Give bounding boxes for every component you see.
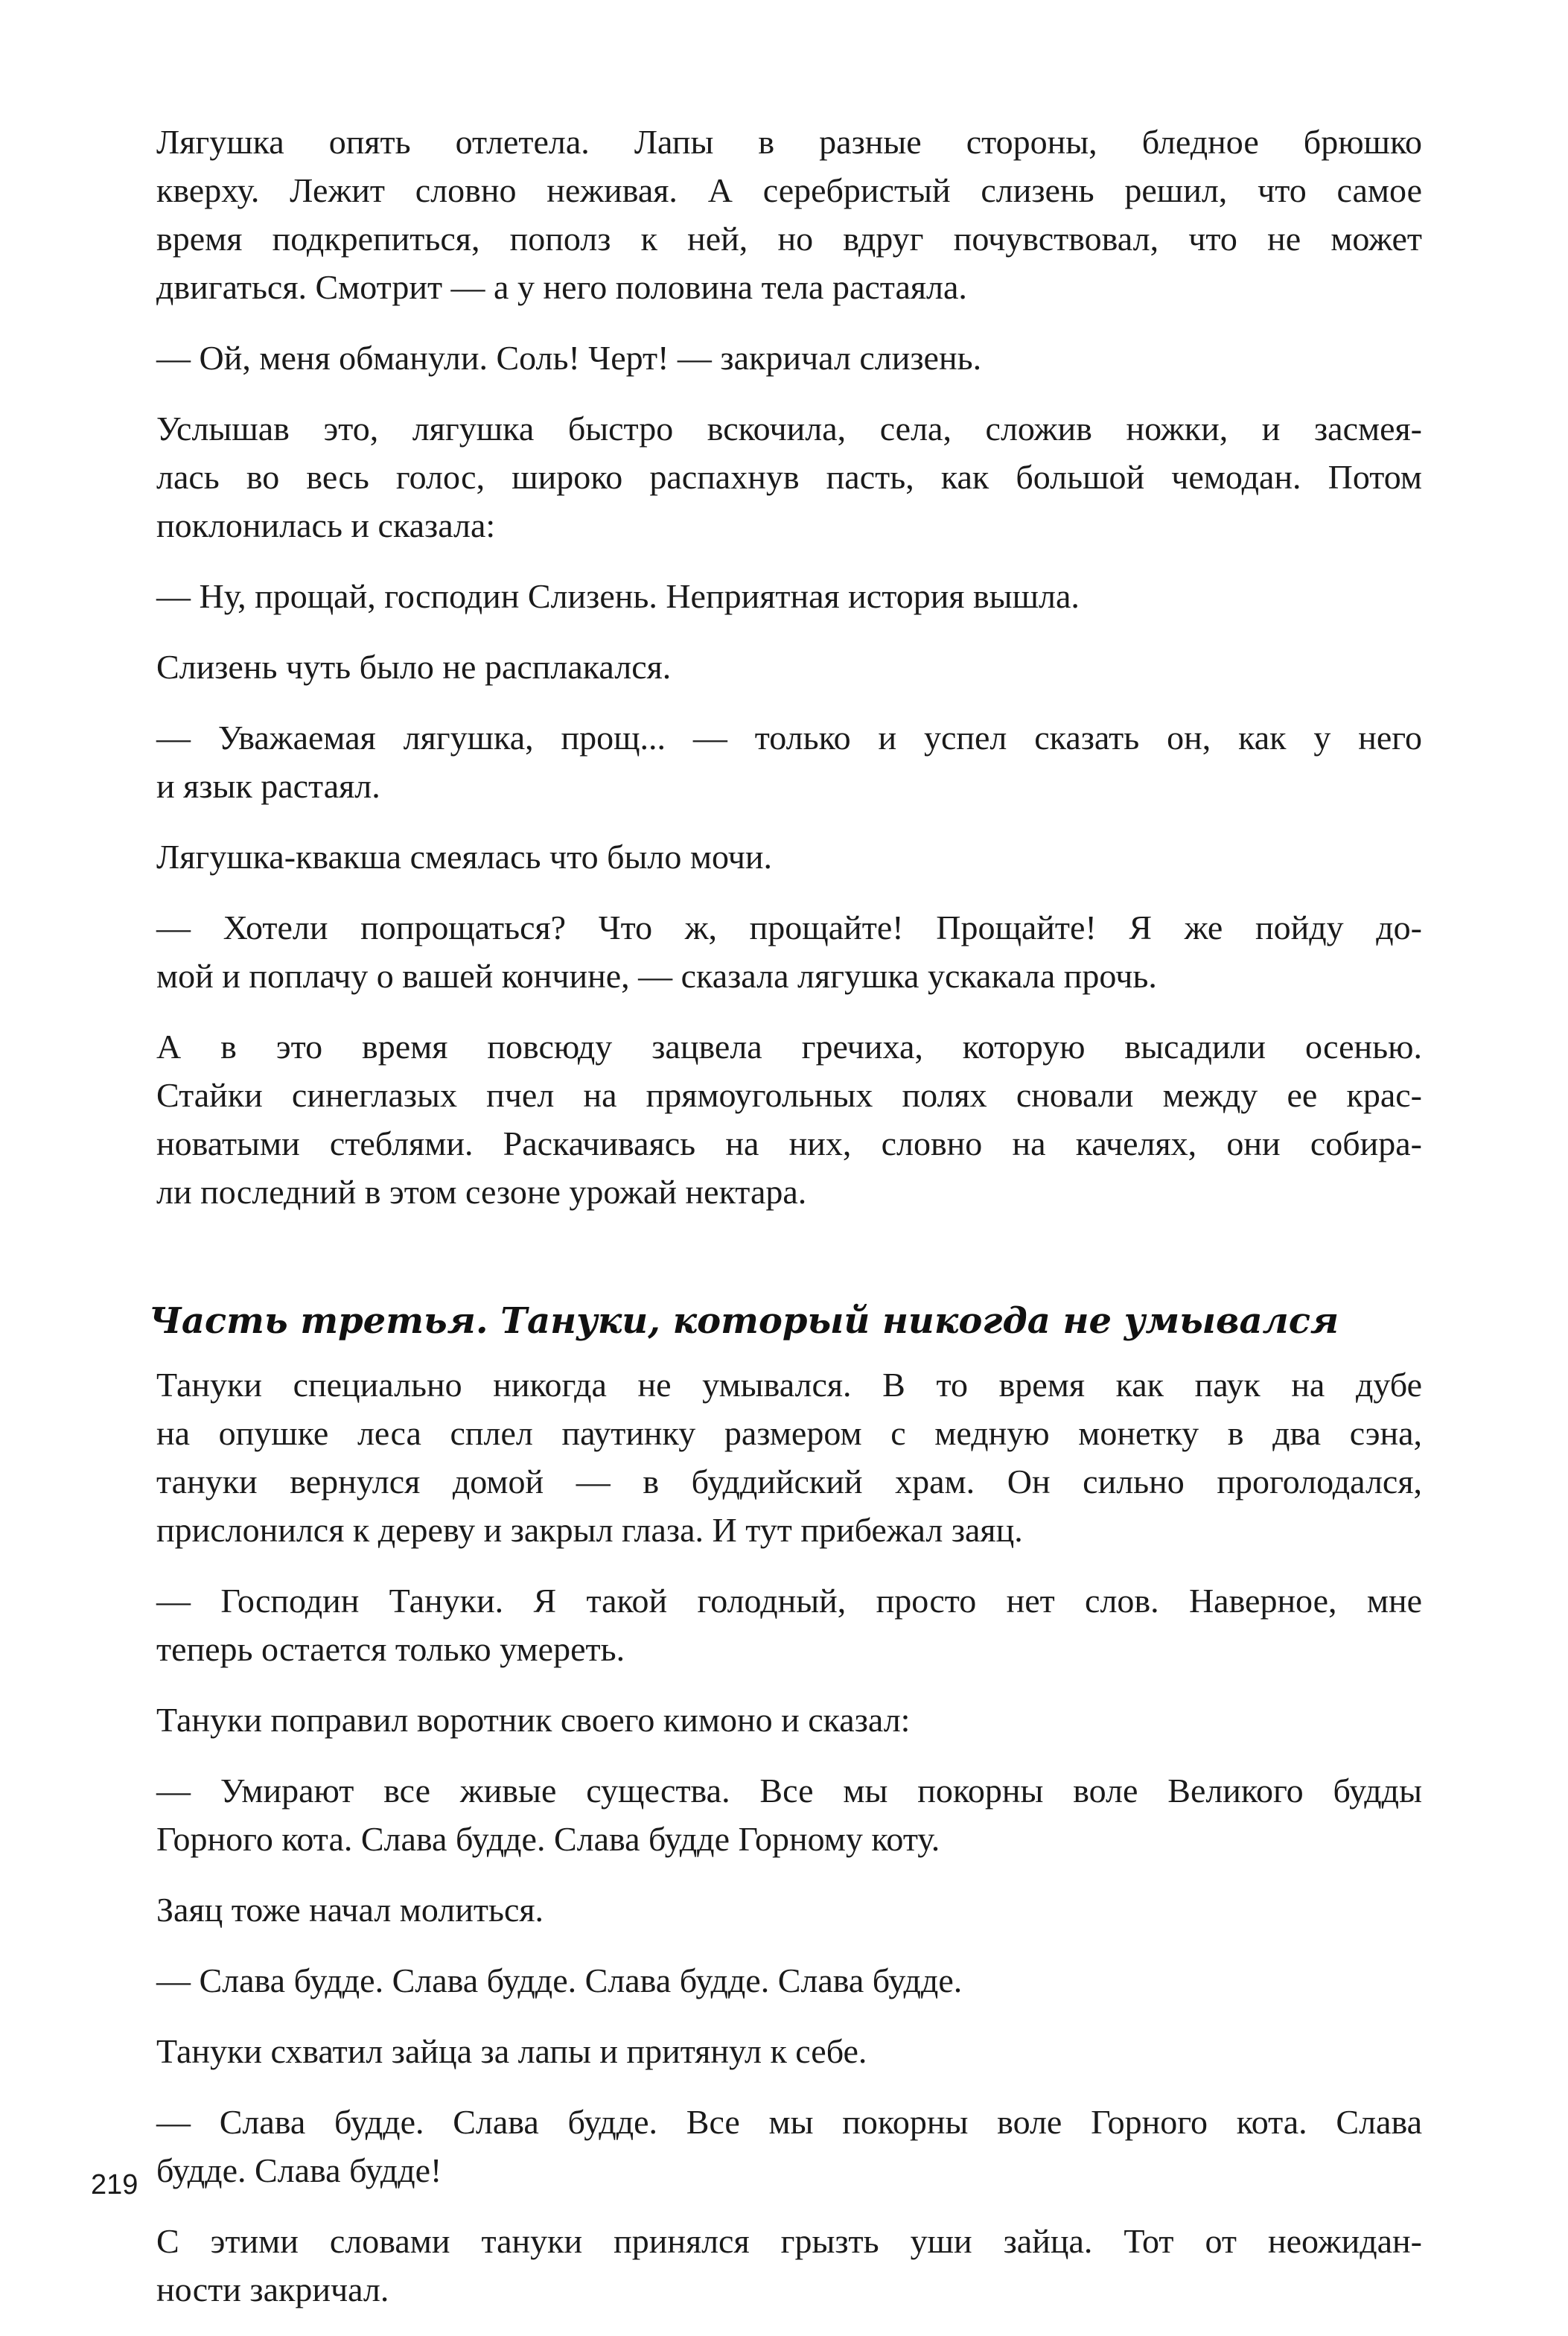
paragraph (156, 1956, 1422, 2005)
paragraph (156, 334, 1422, 382)
text-line: — Ну, прощай, господин Слизень. Неприятная история вышла. (156, 577, 1080, 615)
text-line: ности закричал. (156, 2270, 389, 2308)
paragraph (156, 833, 1422, 881)
text-line: теперь остается только умереть. (156, 1630, 625, 1668)
page-number: 219 (91, 2169, 138, 2200)
paragraph (156, 1022, 1422, 1216)
paragraph (156, 1360, 1422, 1554)
text-line: Тануки схватил зайца за лапы и притянул к себе. (156, 2032, 867, 2070)
paragraph (156, 572, 1422, 620)
text-line: — Ой, меня обманули. Соль! Черт! — закричал слизень. (156, 339, 982, 377)
text-line: Лягушка-квакша смеялась что было мочи. (156, 838, 773, 876)
text-line: и язык растаял. (156, 767, 380, 805)
paragraph (156, 404, 1422, 550)
text-line: ли последний в этом сезоне урожай нектара. (156, 1173, 807, 1211)
text-line: на опушке леса сплел паутинку размером с медную монетку в два сэна, (156, 1414, 1422, 1452)
text-line: — Хотели попрощаться? Что ж, прощайте! Прощайте! Я же пойду до- (156, 908, 1422, 946)
text-line: кверху. Лежит словно неживая. А серебристый слизень решил, что самое (156, 171, 1422, 209)
text-line: Лягушка опять отлетела. Лапы в разные стороны, бледное брюшко (156, 123, 1422, 161)
text-line: лась во весь голос, широко распахнув пасть, как большой чемодан. Потом (156, 458, 1422, 496)
text-line: Стайки синеглазых пчел на прямоугольных полях сновали между ее крас- (156, 1076, 1422, 1114)
paragraph (156, 2098, 1422, 2195)
text-line: Слизень чуть было не расплакался. (156, 648, 672, 686)
paragraph (156, 118, 1422, 311)
paragraph (156, 2027, 1422, 2075)
paragraph (156, 903, 1422, 1000)
paragraph (156, 643, 1422, 691)
text-line: Тануки поправил воротник своего кимоно и сказал: (156, 1701, 911, 1739)
text-line: новатыми стеблями. Раскачиваясь на них, словно на качелях, они собира- (156, 1124, 1422, 1162)
text-line: Заяц тоже начал молиться. (156, 1891, 544, 1929)
text-line: С этими словами тануки принялся грызть уши зайца. Тот от неожидан- (156, 2222, 1422, 2260)
chapter-heading: Часть третья. Тануки, который никогда не умывался (149, 1300, 1339, 1342)
text-line: Тануки специально никогда не умывался. В то время как паук на дубе (156, 1366, 1422, 1404)
text-line: время подкрепиться, пополз к ней, но вдруг почувствовал, что не может (156, 220, 1422, 258)
text-line: будде. Слава будде! (156, 2151, 442, 2189)
text-line: — Умирают все живые существа. Все мы покорны воле Великого будды (156, 1772, 1422, 1810)
text-line: поклонилась и сказала: (156, 506, 496, 544)
paragraph (156, 2217, 1422, 2314)
text-line: мой и поплачу о вашей кончине, — сказала лягушка ускакала прочь. (156, 957, 1157, 995)
text-line: — Слава будде. Слава будде. Все мы покорны воле Горного кота. Слава (156, 2103, 1422, 2141)
paragraph (156, 1766, 1422, 1863)
section-two-ending (156, 118, 1422, 1216)
paragraph (156, 713, 1422, 810)
text-line: двигаться. Смотрит — а у него половина тела растаяла. (156, 268, 967, 306)
text-line: Горного кота. Слава будде. Слава будде Горному коту. (156, 1820, 940, 1858)
paragraph (156, 1576, 1422, 1673)
paragraph (156, 1696, 1422, 1744)
text-line: — Господин Тануки. Я такой голодный, просто нет слов. Наверное, мне (156, 1582, 1422, 1620)
text-line: прислонился к дереву и закрыл глаза. И тут прибежал заяц. (156, 1511, 1023, 1549)
text-line: А в это время повсюду зацвела гречиха, которую высадили осенью. (156, 1028, 1422, 1066)
paragraph (156, 1885, 1422, 1934)
section-three-text (156, 1360, 1422, 2314)
text-line: тануки вернулся домой — в буддийский храм. Он сильно проголодался, (156, 1463, 1422, 1500)
page-body (149, 118, 1422, 2336)
text-line: Услышав это, лягушка быстро вскочила, села, сложив ножки, и засмея- (156, 410, 1422, 448)
text-line: — Уважаемая лягушка, прощ... — только и успел сказать он, как у него (156, 719, 1422, 757)
text-line: — Слава будде. Слава будде. Слава будде. Слава будде. (156, 1961, 963, 1999)
